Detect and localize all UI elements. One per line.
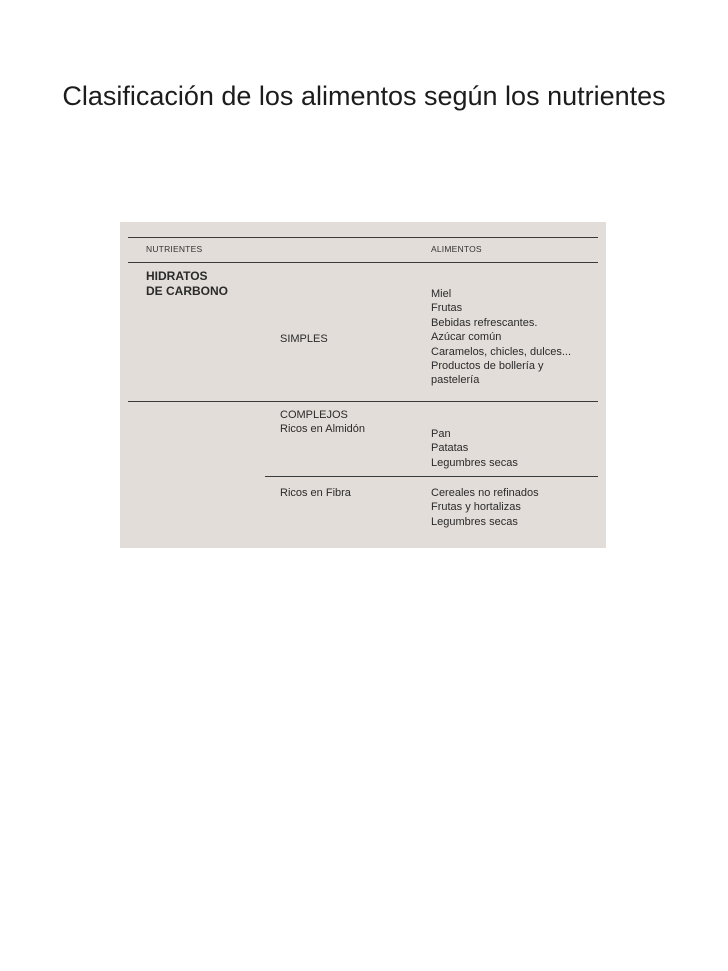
header-nutrients: NUTRIENTES bbox=[146, 244, 203, 254]
food-list-simple bbox=[431, 287, 571, 388]
header-rule bbox=[128, 262, 598, 263]
subtype-fiber-label: Ricos en Fibra bbox=[280, 487, 351, 499]
food-item: Patatas bbox=[431, 442, 469, 455]
nutrient-classification-table bbox=[120, 222, 606, 548]
food-item: Frutas bbox=[431, 302, 463, 315]
subtype-starch-label: Ricos en Almidón bbox=[280, 423, 365, 435]
food-item: Legumbres secas bbox=[431, 515, 518, 528]
table-top-rule bbox=[128, 237, 598, 238]
nutrient-name bbox=[146, 269, 228, 299]
food-list-fiber bbox=[431, 486, 539, 529]
nutrient-name-line-2: DE CARBONO bbox=[146, 284, 229, 298]
food-item: Azúcar común bbox=[431, 331, 502, 344]
subtype-complex-starch bbox=[280, 408, 365, 436]
section-rule bbox=[128, 401, 598, 402]
food-item: Pan bbox=[431, 428, 451, 440]
food-item: Bebidas refrescantes. bbox=[431, 316, 538, 329]
subtype-simple-label: SIMPLES bbox=[280, 333, 328, 345]
food-item: Cereales no refinados bbox=[431, 487, 539, 499]
food-item: Caramelos, chicles, dulces... bbox=[431, 345, 571, 358]
subsection-rule bbox=[265, 476, 598, 477]
food-item: Miel bbox=[431, 288, 452, 300]
header-foods: ALIMENTOS bbox=[431, 244, 482, 254]
subtype-simple bbox=[280, 332, 328, 346]
food-item: pastelería bbox=[431, 374, 480, 387]
food-item: Frutas y hortalizas bbox=[431, 501, 521, 514]
subtype-complex-label: COMPLEJOS bbox=[280, 409, 348, 421]
food-item: Legumbres secas bbox=[431, 456, 518, 469]
subtype-fiber bbox=[280, 486, 351, 500]
food-list-starch bbox=[431, 427, 518, 470]
slide-title: Clasificación de los alimentos según los nutrientes bbox=[62, 81, 666, 111]
nutrient-name-line-1: HIDRATOS bbox=[146, 269, 208, 283]
food-item: Productos de bollería y bbox=[431, 360, 544, 373]
